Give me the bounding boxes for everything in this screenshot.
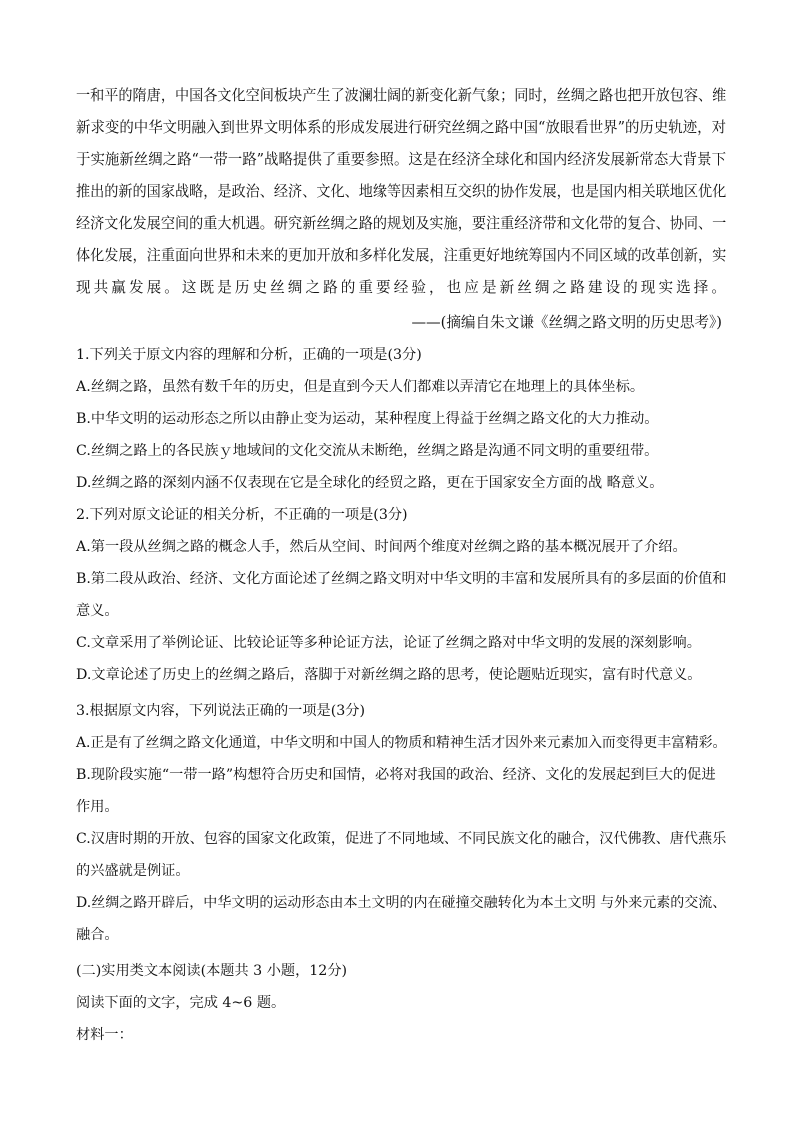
option-a: A.第一段从丝绸之路的概念人手，然后从空间、时间两个维度对丝绸之路的基本概况展开了介绍。 [76,539,687,555]
question-stem: 3.根据原文内容，下列说法正确的一项是(3分) [76,703,366,719]
section-instruction: 阅读下面的文字，完成 4~6 题。 [76,995,286,1011]
option-c-continued: 的兴盛就是例证。 [76,863,190,879]
option-d-continued: 融合。 [76,927,119,943]
section-heading: (二)实用类文本阅读(本题共 3 小题，12分) [76,963,348,979]
option-d: D.丝绸之路开辟后，中华文明的运动形态由本土文明的内在碰撞交融转化为本土文明 与外来元素的交流、 [76,895,727,911]
option-d: D.丝绸之路的深刻内涵不仅表现在它是全球化的经贸之路，更在于国家安全方面的战 略意义。 [76,475,664,491]
option-c: C.文章采用了举例论证、比较论证等多种论证方法，论证了丝绸之路对中华文明的发展的深刻影响。 [76,635,701,651]
passage-line: 一和平的隋唐，中国各文化空间板块产生了波澜壮阔的新变化新气象；同时，丝绸之路也把开放包容、维 [76,87,727,104]
passage-line: 新求变的中华文明融入到世界文明体系的形成发展进行研究丝绸之路中国“放眼看世界”的历史轨迹，对 [76,119,727,136]
section-practical-reading [76,955,726,1051]
question-2 [76,499,726,691]
option-b: B.第二段从政治、经济、文化方面论述了丝绸之路文明对中华文明的丰富和发展所具有的多层面的价值和 [76,571,727,587]
option-c: C.丝绸之路上的各民族ｙ地域间的文化交流从未断绝，丝绸之路是沟通不同文明的重要纽带。 [76,443,659,459]
passage-line: 推出的新的国家战略，是政治、经济、文化、地缘等因素相互交织的协作发展，也是国内相关联地区优化 [76,183,727,200]
passage-line: 于实施新丝绸之路“一带一路”战略提供了重要参照。这是在经济全球化和国内经济发展新常态大背景下 [76,151,727,168]
option-b-continued: 作用。 [76,799,119,815]
passage-source: ——(摘编自朱文谦《丝绸之路文明的历史思考》) [411,314,722,331]
option-b-continued: 意义。 [76,603,119,619]
material-label: 材料一： [76,1027,133,1043]
option-c: C.汉唐时期的开放、包容的国家文化政策，促进了不同地域、不同民族文化的融合，汉代佛教、唐代燕乐 [76,831,727,847]
option-a: A.丝绸之路，虽然有数千年的历史，但是直到今天人们都难以弄清它在地理上的具体坐标。 [76,379,645,395]
question-1 [76,339,726,499]
reading-passage [76,80,726,304]
option-b: B.中华文明的运动形态之所以由静止变为运动，某种程度上得益于丝绸之路文化的大力推动。 [76,411,659,427]
passage-line: 经济文化发展空间的重大机遇。研究新丝绸之路的规划及实施，要注重经济带和文化带的复合、协同、一 [76,215,727,232]
question-stem: 2.下列对原文论证的相关分析，不正确的一项是(3分) [76,507,408,523]
question-stem: 1.下列关于原文内容的理解和分析，正确的一项是(3分) [76,347,422,363]
option-d: D.文章论述了历史上的丝绸之路后，落脚于对新丝绸之路的思考，使论题贴近现实，富有时代意义。 [76,667,702,683]
question-3 [76,695,726,951]
passage-line: 现共赢发展。这既是历史丝绸之路的重要经验，也应是新丝绸之路建设的现实选择。 [76,279,726,296]
option-a: A.正是有了丝绸之路文化通道，中华文明和中国人的物质和精神生活才因外来元素加入而变得更丰富精彩。 [76,735,727,751]
option-b: B.现阶段实施“一带一路”构想符合历史和国情，必将对我国的政治、经济、文化的发展起到巨大的促进 [76,767,716,783]
passage-line: 体化发展，注重面向世界和未来的更加开放和多样化发展，注重更好地统筹国内不同区域的改革创新，实 [76,247,727,264]
